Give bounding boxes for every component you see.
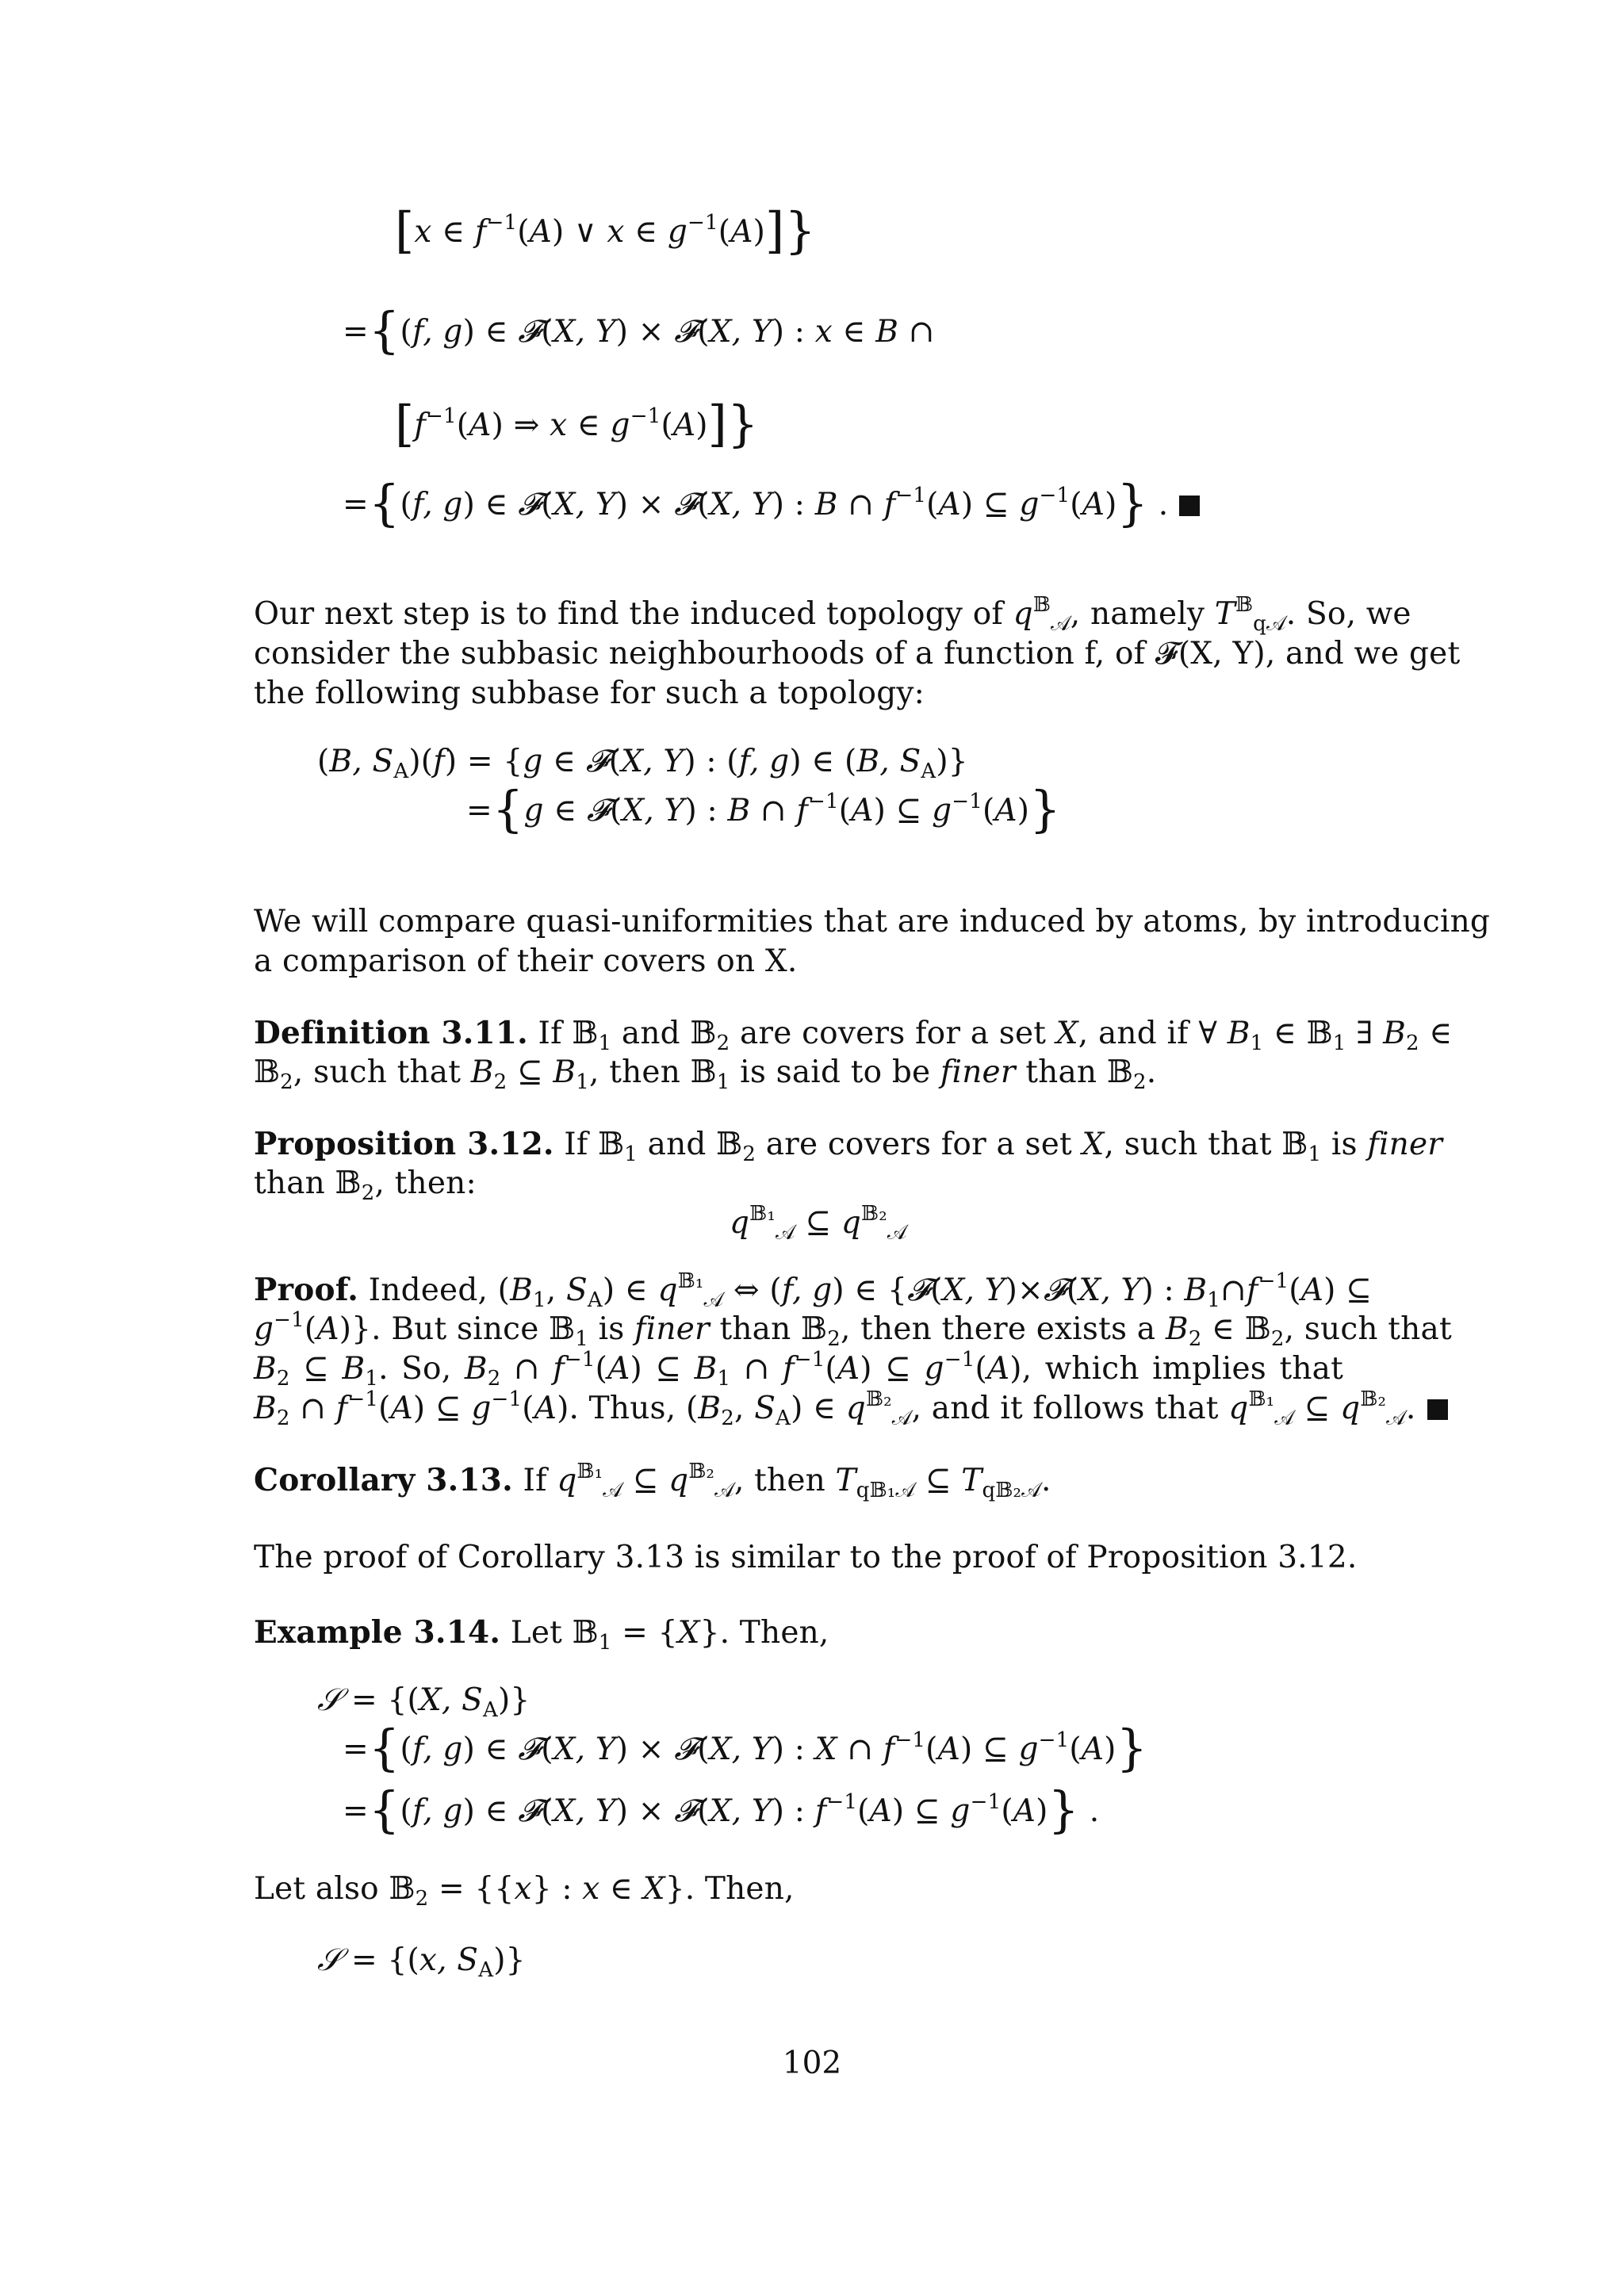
subbase-eq-line-2: ={g ∈ 𝓕(X, Y) : B ∩ $f^{-1}(A)$ ⊆ $g^{-1}(A)$} [466, 780, 1061, 838]
para-compare-line-1: We will compare quasi-uniformities that are induced by atoms, by introducing [254, 904, 1491, 939]
proof-line-2: $g^{-1}(A)$}. But since 𝔹$_1$ is finer than 𝔹$_2$, then there exists a $B_2$ ∈ 𝔹$_2$, such that [254, 1308, 1452, 1351]
proof-line-4: $B_2$ ∩ $f^{-1}(A)$ ⊆ $g^{-1}(A)$. Thus, ($B_2$, $S_A$) ∈ $q^{𝔹_2}_𝒜$, and it follows that $q^{𝔹_1}_𝒜$ ⊆ $q^{𝔹_2}_𝒜$. [254, 1389, 1343, 1432]
proposition-formula: $q^{𝔹_1}_𝒜$ ⊆ $q^{𝔹_2}_𝒜$ [730, 1202, 907, 1245]
example-eq-4: 𝒮 = {(x, $S_A$)} [317, 1942, 526, 1982]
corollary-label: Corollary 3.13. [254, 1462, 513, 1498]
example-label: Example 3.14. [254, 1614, 501, 1651]
math-line-3: [$f^{-1}(A)$ ⇒ x ∈ $g^{-1}(A)$]} [395, 395, 759, 453]
corollary-line: Corollary 3.13. If $q^{𝔹_1}_𝒜$ ⊆ $q^{𝔹_2}_𝒜$, then $T_{q𝔹_1𝒜}$ ⊆ $T_{q𝔹_2𝒜}$. [254, 1460, 1051, 1502]
subbase-eq-line-1: (B, $S_A)(f) = \{g$ ∈ 𝓕(X, Y) : (f, g) ∈ (B, $S_A$)} [317, 744, 968, 783]
proposition-label: Proposition 3.12. [254, 1126, 554, 1162]
definition-line-2: 𝔹$_2$, such that $B_2$ ⊆ $B_1$, then 𝔹$_1$ is said to be finer than 𝔹$_2$. [254, 1054, 1157, 1094]
example-eq-3: ={(f, g) ∈ 𝓕(X, Y) × 𝓕(X, Y) : $f^{-1}(A)$ ⊆ $g^{-1}(A)$} . [343, 1781, 1100, 1839]
proof-label: Proof. [254, 1272, 359, 1308]
definition-label: Definition 3.11. [254, 1015, 528, 1051]
proof-line-3: $B_2$ ⊆ $B_1$. So, $B_2$ ∩ $f^{-1}(A)$ ⊆ $B_1$ ∩ $f^{-1}(A)$ ⊆ $g^{-1}(A)$, which implies that [254, 1348, 1343, 1391]
para-compare-line-2: a comparison of their covers on X. [254, 943, 798, 979]
page-number: 102 [782, 2045, 842, 2081]
math-line-2: ={(f, g) ∈ 𝓕(X, Y) × 𝓕(X, Y) : x ∈ B ∩ [343, 301, 935, 359]
proposition-line-1: Proposition 3.12. If 𝔹$_1$ and 𝔹$_2$ are covers for a set X, such that 𝔹$_1$ is finer [254, 1126, 1443, 1166]
example-let-also: Let also 𝔹$_2$ = {{x} : x ∈ X}. Then, [254, 1871, 795, 1911]
definition-line-1: Definition 3.11. If 𝔹$_1$ and 𝔹$_2$ are covers for a set X, and if ∀ $B_1$ ∈ 𝔹$_1$ ∃ $B_2$ ∈ [254, 1015, 1453, 1055]
example-line-1: Example 3.14. Let 𝔹$_1$ = {X}. Then, [254, 1614, 829, 1655]
para-next-step-line-3: the following subbase for such a topology: [254, 675, 925, 711]
example-eq-2: ={(f, g) ∈ 𝓕(X, Y) × 𝓕(X, Y) : X ∩ $f^{-1}(A)$ ⊆ $g^{-1}(A)$} [343, 1719, 1148, 1777]
example-eq-1: 𝒮 = {(X, $S_A$)} [317, 1682, 530, 1722]
qed-square-icon [1427, 1399, 1448, 1420]
math-line-4: ={(f, g) ∈ 𝓕(X, Y) × 𝓕(X, Y) : B ∩ $f^{-1}(A)$ ⊆ $g^{-1}(A)$} . [343, 485, 1200, 528]
para-next-step-line-1: Our next step is to find the induced topology of $q^𝔹_𝒜$, namely $T^𝔹_{q𝒜}$. So, we [254, 593, 1411, 636]
qed-square-icon [1179, 496, 1200, 516]
proof-line-1: Proof. Indeed, ($B_1$, $S_A$) ∈ $q^{𝔹_1}_𝒜$ ⇔ (f, g) ∈ {𝓕(X, Y)×𝓕(X, Y) : $B_1\cap f^{-1}(A)$ ⊆ [254, 1269, 1372, 1312]
corollary-note: The proof of Corollary 3.13 is similar to the proof of Proposition 3.12. [254, 1540, 1358, 1575]
math-line-1: [x ∈ $f^{-1}(A)$ ∨ x ∈ $g^{-1}(A)$]} [395, 201, 817, 259]
para-next-step-line-2: consider the subbasic neighbourhoods of a function f, of 𝓕(X, Y), and we get [254, 636, 1461, 672]
proposition-line-2: than 𝔹$_2$, then: [254, 1165, 477, 1205]
